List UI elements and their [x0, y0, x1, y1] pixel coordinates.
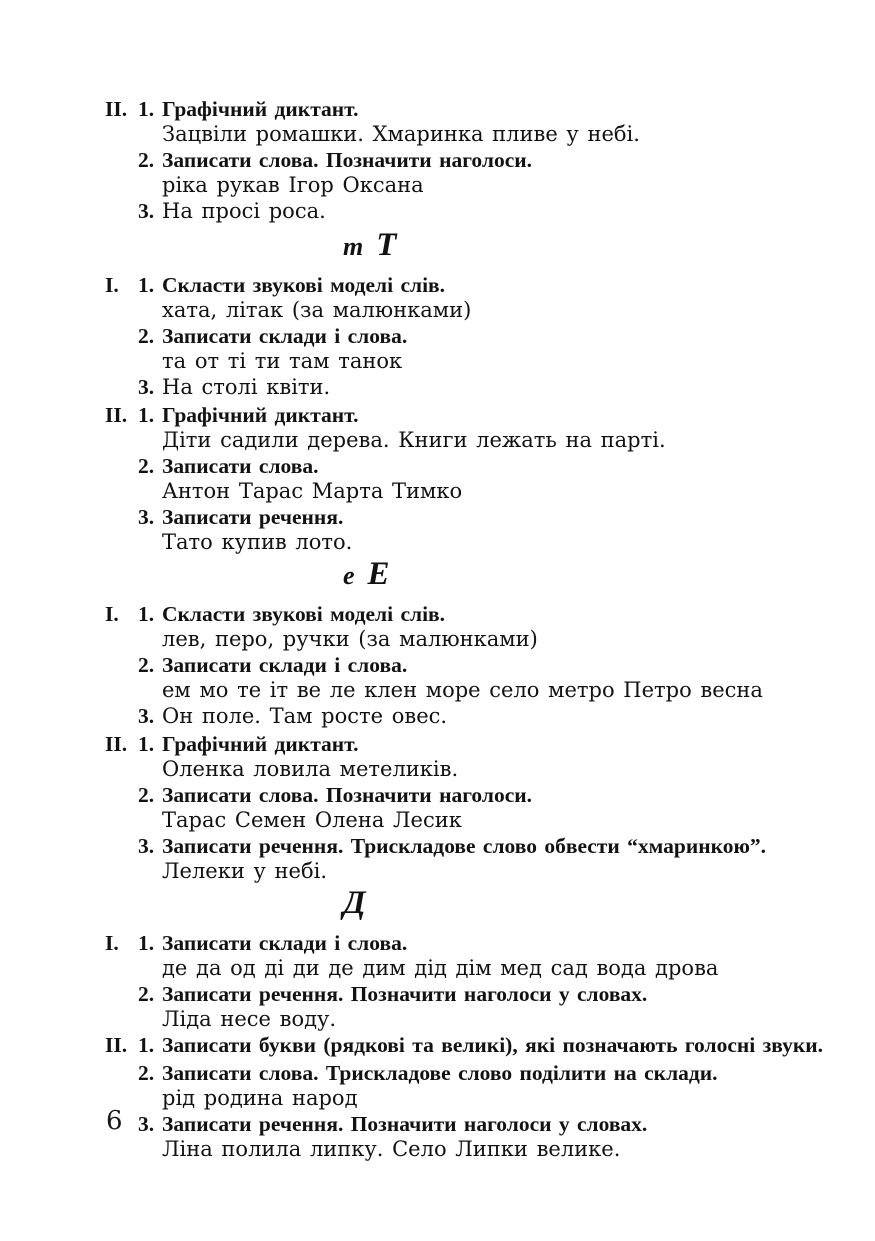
item-number: 2. [138, 1061, 155, 1085]
item-row [105, 376, 850, 401]
exercise-item [105, 200, 850, 225]
item-text [162, 932, 850, 957]
exercise-group [105, 603, 850, 730]
item-row [105, 1034, 850, 1059]
content-line: хата, літак (за малюнками) [162, 298, 472, 322]
item-number: 2. [138, 783, 155, 807]
item-number: 1. [138, 403, 155, 427]
item-lines [162, 299, 850, 322]
exercise-group [105, 733, 850, 883]
exercise-item [105, 455, 850, 503]
exercise-group [105, 404, 850, 554]
item-lines [162, 123, 850, 146]
item-text [162, 1062, 850, 1087]
exercise-item [105, 149, 850, 197]
item-text [162, 1113, 850, 1138]
item-number: 2. [138, 454, 155, 478]
exercise-item [105, 274, 850, 322]
item-instruction: Записати слова. Позначити наголоси. [162, 148, 533, 172]
exercise-item [105, 376, 850, 401]
group-items [105, 274, 850, 401]
item-lines [162, 429, 850, 452]
exercise-item [105, 404, 850, 452]
exercise-group [105, 1034, 850, 1161]
item-instruction: Записати речення. Позначити наголоси у словах. [162, 982, 648, 1006]
item-lines [162, 1087, 850, 1110]
item-lines [162, 679, 850, 702]
item-lines [162, 480, 850, 503]
item-number: 3. [138, 505, 155, 529]
item-row [105, 149, 850, 174]
item-row [105, 506, 850, 531]
item-text [162, 455, 850, 480]
item-lines [162, 174, 850, 197]
item-row [105, 325, 850, 350]
letter-heading [343, 557, 850, 597]
item-instruction: Графічний диктант. [162, 97, 359, 121]
item-number: 2. [138, 653, 155, 677]
roman-numeral: II. [105, 732, 128, 756]
exercise-group [105, 932, 850, 1031]
item-row [105, 455, 850, 480]
item-text [162, 705, 850, 730]
exercise-item [105, 1034, 850, 1059]
roman-numeral: I. [105, 931, 119, 955]
group-items [105, 404, 850, 554]
item-number: 3. [138, 834, 155, 858]
item-number: 3. [138, 1112, 155, 1136]
item-row [105, 404, 850, 429]
group-items [105, 932, 850, 1031]
content-line: ріка рукав Ігор Оксана [162, 173, 424, 197]
item-instruction: Записати речення. Позначити наголоси у словах. [162, 1112, 648, 1136]
item-inline-text: Он поле. Там росте овес. [162, 704, 448, 728]
item-text [162, 376, 850, 401]
exercise-item [105, 733, 850, 781]
page-number: 6 [106, 1106, 123, 1136]
group-items [105, 603, 850, 730]
item-text [162, 149, 850, 174]
item-lines [162, 628, 850, 651]
item-lines [162, 531, 850, 554]
content-line: Антон Тарас Марта Тимко [162, 479, 463, 503]
item-text [162, 200, 850, 225]
content-line: Лелеки у небі. [162, 859, 328, 883]
item-number: 2. [138, 982, 155, 1006]
item-row [105, 603, 850, 628]
item-inline-text: На столі квіти. [162, 375, 331, 399]
item-row [105, 835, 850, 860]
item-row [105, 784, 850, 809]
item-lines [162, 809, 850, 832]
item-text [162, 654, 850, 679]
item-number: 2. [138, 324, 155, 348]
item-text [162, 733, 850, 758]
item-lines [162, 957, 850, 980]
exercise-item [105, 1113, 850, 1161]
item-instruction: Графічний диктант. [162, 403, 359, 427]
item-text [162, 325, 850, 350]
item-lines [162, 860, 850, 883]
item-text [162, 603, 850, 628]
roman-numeral: I. [105, 602, 119, 626]
item-text [162, 1034, 850, 1059]
letter-lowercase: т [343, 232, 364, 261]
item-number: 3. [138, 375, 155, 399]
exercise-group [105, 274, 850, 401]
item-number: 1. [138, 97, 155, 121]
item-instruction: Записати слова. Трискладове слово поділити на склади. [162, 1061, 718, 1085]
item-number: 2. [138, 148, 155, 172]
item-number: 1. [138, 273, 155, 297]
item-text [162, 274, 850, 299]
content-line: Оленка ловила метеликів. [162, 757, 459, 781]
item-row [105, 274, 850, 299]
item-text [162, 404, 850, 429]
item-instruction: Скласти звукові моделі слів. [162, 602, 446, 626]
item-instruction: Записати речення. [162, 505, 344, 529]
content-line: Тато купив лото. [162, 530, 353, 554]
item-text [162, 983, 850, 1008]
letter-uppercase: Е [367, 556, 390, 592]
letter-lowercase: е [343, 561, 355, 590]
item-number: 3. [138, 199, 155, 223]
item-number: 1. [138, 732, 155, 756]
roman-numeral: II. [105, 403, 128, 427]
item-lines [162, 350, 850, 373]
item-row [105, 932, 850, 957]
content-line: Ліда несе воду. [162, 1007, 337, 1031]
exercise-item [105, 932, 850, 980]
item-instruction: Графічний диктант. [162, 732, 359, 756]
group-items [105, 98, 850, 225]
content-line: ем мо те іт ве ле клен море село метро Петро весна [162, 678, 763, 702]
exercise-item [105, 98, 850, 146]
exercise-item [105, 506, 850, 554]
exercise-item [105, 325, 850, 373]
exercise-item [105, 603, 850, 651]
item-instruction: Записати речення. Трискладове слово обвести “хмаринкою”. [162, 834, 767, 858]
roman-numeral: I. [105, 273, 119, 297]
item-text [162, 835, 850, 860]
roman-numeral: II. [105, 97, 128, 121]
item-lines [162, 1008, 850, 1031]
exercise-item [105, 705, 850, 730]
group-items [105, 733, 850, 883]
item-row [105, 733, 850, 758]
document-content [105, 98, 850, 1164]
letter-heading [343, 228, 850, 268]
item-text [162, 98, 850, 123]
exercise-item [105, 784, 850, 832]
item-lines [162, 758, 850, 781]
item-row [105, 1113, 850, 1138]
group-items [105, 1034, 850, 1161]
item-row [105, 654, 850, 679]
letter-heading [343, 886, 850, 926]
exercise-item [105, 835, 850, 883]
content-line: де да од ді ди де дим дід дім мед сад вода дрова [162, 956, 719, 980]
item-instruction: Записати слова. Позначити наголоси. [162, 783, 533, 807]
item-number: 1. [138, 1033, 155, 1057]
item-instruction: Записати букви (рядкові та великі), які позначають голосні звуки. [162, 1033, 824, 1057]
item-row [105, 200, 850, 225]
content-line: та от ті ти там танок [162, 349, 403, 373]
item-row [105, 98, 850, 123]
content-line: лев, перо, ручки (за малюнками) [162, 627, 538, 651]
item-instruction: Записати склади і слова. [162, 931, 408, 955]
exercise-item [105, 654, 850, 702]
item-lines [162, 1138, 850, 1161]
item-instruction: Записати склади і слова. [162, 653, 408, 677]
content-line: рід родина народ [162, 1086, 358, 1110]
item-number: 1. [138, 602, 155, 626]
item-row [105, 1062, 850, 1087]
item-number: 3. [138, 704, 155, 728]
exercise-item [105, 1062, 850, 1110]
item-text [162, 506, 850, 531]
item-row [105, 705, 850, 730]
item-row [105, 983, 850, 1008]
item-inline-text: На просі роса. [162, 199, 326, 223]
exercise-group [105, 98, 850, 225]
content-line: Діти садили дерева. Книги лежать на парті. [162, 428, 666, 452]
roman-numeral: II. [105, 1033, 128, 1057]
item-number: 1. [138, 931, 155, 955]
letter-uppercase: Т [376, 227, 397, 263]
content-line: Зацвіли ромашки. Хмаринка пливе у небі. [162, 122, 640, 146]
content-line: Тарас Семен Олена Лесик [162, 808, 462, 832]
exercise-item [105, 983, 850, 1031]
item-text [162, 784, 850, 809]
item-instruction: Записати склади і слова. [162, 324, 408, 348]
content-line: Ліна полила липку. Село Липки велике. [162, 1137, 621, 1161]
item-instruction: Скласти звукові моделі слів. [162, 273, 446, 297]
letter-uppercase: Д [343, 885, 366, 921]
item-instruction: Записати слова. [162, 454, 319, 478]
